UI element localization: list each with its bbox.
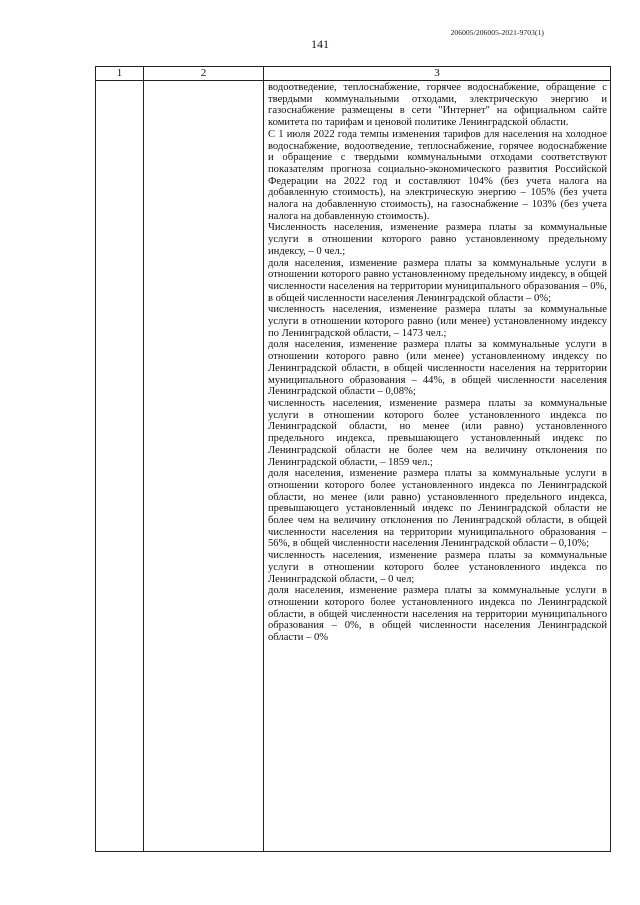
paragraph-4: доля населения, изменение размера платы за коммунальные услуги в отношении которого равно установленному предельному индексу, в общей численности населения на территории муниципального образования – 0%, в общей численности населения Ленинградской области – 0%;: [268, 257, 607, 304]
column-header-3: 3: [264, 67, 611, 81]
paragraph-6: доля населения, изменение размера платы за коммунальные услуги в отношении которого равно (или менее) установленному индексу по Ленинградской области, в общей численности населения на территории муниципального образования – 44%, в общей численности населения Ленинградской области – 0,08%;: [268, 339, 607, 398]
paragraph-2: С 1 июля 2022 года темпы изменения тарифов для населения на холодное водоснабжение, водоотведение, теплоснабжение, горячее водоснабжение и обращение с твердыми коммунальными отходами соответствуют показателям прогноза социально-экономического развития Российской Федерации на 2022 год и составляют 104% (без учета налога на добавленную стоимость), на электрическую энергию – 105% (без учета налога на добавленную стоимость), на газоснабжение – 103% (без учета налога на добавленную стоимость).: [268, 128, 607, 222]
paragraph-9: численность населения, изменение размера платы за коммунальные услуги в отношении которого более установленного индекса по Ленинградской области, – 0 чел;: [268, 550, 607, 585]
paragraph-3: Численность населения, изменение размера платы за коммунальные услуги в отношении которого равно установленному предельному индексу, – 0 чел.;: [268, 222, 607, 257]
paragraph-8: доля населения, изменение размера платы за коммунальные услуги в отношении которого более установленного индекса по Ленинградской области, но менее (или равно) установленного предельного индекса, превышающего установленный индекс по Ленинградской области не более чем на величину отклонения по Ленинградской области, в общей численности населения на территории муниципального образования – 56%, в общей численности населения Ленинградской области – 0,10%;: [268, 468, 607, 550]
cell-col-1: [96, 81, 144, 852]
table-header-row: [96, 67, 611, 81]
cell-col-2: [144, 81, 264, 852]
page-number: 141: [311, 37, 329, 51]
paragraph-1: водоотведение, теплоснабжение, горячее водоснабжение, обращение с твердыми коммунальными отходами, электрическую энергию и газоснабжение размещены в сети "Интернет" на официальном сайте комитета по тарифам и ценовой политике Ленинградской области.: [268, 82, 607, 129]
column-header-1: 1: [96, 67, 144, 81]
cell-col-3: [264, 81, 611, 852]
paragraph-5: численность населения, изменение размера платы за коммунальные услуги в отношении которого равно (или менее) установленному индексу по Ленинградской области, – 1473 чел.;: [268, 304, 607, 339]
paragraph-7: численность населения, изменение размера платы за коммунальные услуги в отношении которого более установленного индекса по Ленинградской области, но менее (или равно) установленного предельного индекса, превышающего установленный индекс по Ленинградской области не более чем на величину отклонения по Ленинградской области, – 1859 чел.;: [268, 397, 607, 468]
column-header-2: 2: [144, 67, 264, 81]
document-id: 206005/206005-2021-9703(1): [450, 28, 544, 37]
table-body-row: [96, 81, 611, 852]
document-table: [95, 66, 611, 852]
cell-text: [264, 81, 610, 647]
paragraph-10: доля населения, изменение размера платы за коммунальные услуги в отношении которого более установленного индекса по Ленинградской области, в общей численности населения на территории муниципального образования – 0%, в общей численности населения Ленинградской области – 0%: [268, 585, 607, 644]
